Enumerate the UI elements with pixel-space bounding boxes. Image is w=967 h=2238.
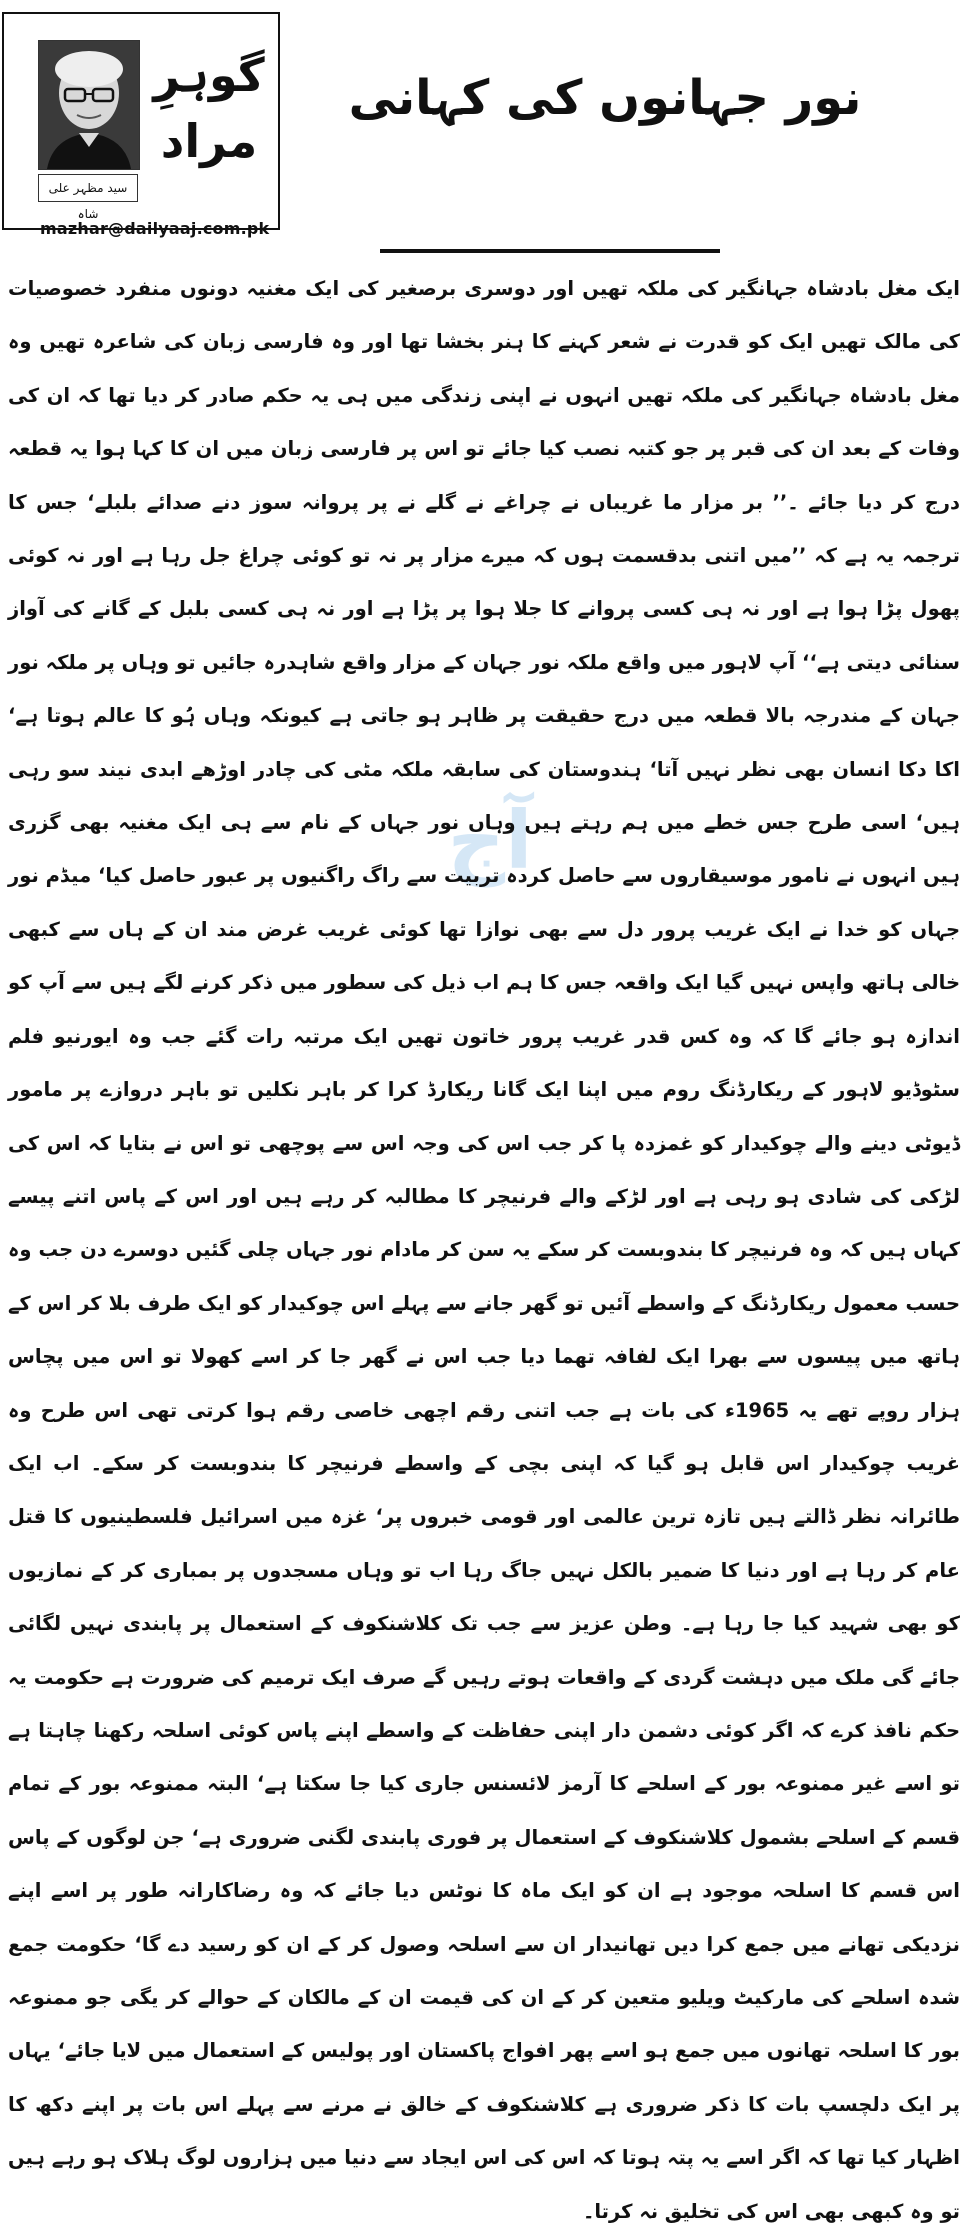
author-portrait-image [39, 41, 139, 169]
headline-divider [380, 249, 720, 253]
author-name: سید مظہر علی شاہ [38, 174, 138, 202]
author-email: mazhar@dailyaaj.com.pk [40, 219, 270, 238]
watermark-glyph: آج [447, 794, 533, 887]
column-header-box [2, 12, 280, 238]
author-photo [38, 40, 140, 170]
article-headline: نور جہانوں کی کہانی [348, 70, 862, 126]
column-name: گوہرِ مراد [153, 48, 265, 168]
article-paragraph: ایک مغل بادشاہ جہانگیر کی ملکہ تھیں اور دوسری برصغیر کی ایک مغنیہ دونوں منفرد خصوصیات کی مالک تھیں ایک کو قدرت نے شعر کہنے کا ہنر بخشا تھا اور وہ فارسی زبان کی شاعرہ تھیں وہ مغل بادشاہ جہانگیر کی ملکہ تھیں انہوں نے اپنی زندگی میں ہی یہ حکم صادر کر دیا تھا کہ ان کی وفات کے بعد ان کی قبر پر جو کتبہ نصب کیا جائے تو اس پر فارسی زبان میں ان کا کہا ہوا یہ قطعہ درج کر دیا جائے ۔’’ بر مزار ما غریباں نے چراغے نے گلے نے پر پروانہ سوز دنے صدائے بلبلے‘ جس کا ترجمہ یہ ہے کہ ’’میں اتنی بدقسمت ہوں کہ میرے مزار پر نہ تو کوئی چراغ جل رہا ہے اور نہ کوئی پھول پڑا ہوا ہے اور نہ ہی کسی پروانے کا جلا ہوا پر پڑا ہے اور نہ ہی کسی بلبل کے گانے کی آواز سنائی دیتی ہے‘‘ آپ لاہور میں واقع ملکہ نور جہان کے مزار واقع شاہدرہ جائیں تو وہاں پر ملکہ نور جہان کے مندرجہ بالا قطعہ میں درج حقیقت پر ظاہر ہو جاتی ہے کیونکہ وہاں ہُو کا عالم ہوتا ہے‘ اکا دکا انسان بھی نظر نہیں آتا‘ ہندوستان کی سابقہ ملکہ مٹی کی چادر اوڑھے ابدی نیند سو رہی ہیں‘ اسی طرح جس خطے میں ہم رہتے ہیں وہاں نور جہاں کے نام سے ہی ایک مغنیہ بھی گزری ہیں انہوں نے نامور موسیقاروں سے حاصل کردہ تربیت سے راگ راگنیوں پر عبور حاصل کیا‘ میڈم نور جہاں کو خدا نے ایک غریب پرور دل سے بھی نوازا تھا کوئی غریب غرض مند ان کے ہاں سے کبھی خالی ہاتھ واپس نہیں گیا ایک واقعہ جس کا ہم اب ذیل کی سطور میں ذکر کرنے لگے ہیں سے آپ کو اندازہ ہو جائے گا کہ وہ کس قدر غریب پرور خاتون تھیں ایک مرتبہ رات گئے جب وہ ایورنیو فلم سٹوڈیو لاہور کے ریکارڈنگ روم میں اپنا ایک گانا ریکارڈ کرا کر باہر نکلیں تو باہر دروازے پر مامور ڈیوٹی دینے والے چوکیدار کو غمزدہ پا کر جب اس کی وجہ اس سے پوچھی تو اس نے بتایا کہ اس کی لڑکی کی شادی ہو رہی ہے اور لڑکے والے فرنیچر کا مطالبہ کر رہے ہیں اور اس کے پاس اتنے پیسے کہاں ہیں کہ وہ فرنیچر کا بندوبست کر سکے یہ سن کر مادام نور جہاں چلی گئیں دوسرے دن جب وہ حسب معمول ریکارڈنگ کے واسطے آئیں تو گھر جانے سے پہلے اس چوکیدار کو ایک طرف بلا کر اس کے ہاتھ میں پیسوں سے بھرا ایک لفافہ تھما دیا جب اس نے گھر جا کر اسے کھولا تو اس میں پچاس ہزار روپے تھے یہ 1965ء کی بات ہے جب اتنی رقم اچھی خاصی رقم ہوا کرتی تھی اس طرح وہ غریب چوکیدار اس قابل ہو گیا کہ اپنی بچی کے واسطے فرنیچر کا بندوبست کر سکے۔ اب ایک طائرانہ نظر ڈالتے ہیں تازہ ترین عالمی اور قومی خبروں پر‘ غزہ میں اسرائیل فلسطینیوں کا قتل عام کر رہا ہے اور دنیا کا ضمیر بالکل نہیں جاگ رہا اب تو وہاں مسجدوں پر بمباری کر کے نمازیوں کو بھی شہید کیا جا رہا ہے۔ وطن عزیز سے جب تک کلاشنکوف کے استعمال پر پابندی نہیں لگائی جائے گی ملک میں دہشت گردی کے واقعات ہوتے رہیں گے صرف ایک ترمیم کی ضرورت ہے حکومت یہ حکم نافذ کرے کہ اگر کوئی دشمن دار اپنی حفاظت کے واسطے اپنے پاس کوئی اسلحہ رکھنا چاہتا ہے تو اسے غیر ممنوعہ بور کے اسلحے کا آرمز لائسنس جاری کیا جا سکتا ہے‘ البتہ ممنوعہ بور کے تمام قسم کے اسلحے بشمول کلاشنکوف کے استعمال پر فوری پابندی لگنی ضروری ہے‘ جن لوگوں کے پاس اس قسم کا اسلحہ موجود ہے ان کو ایک ماہ کا نوٹس دیا جائے کہ وہ رضاکارانہ طور پر اسے اپنے نزدیکی تھانے میں جمع کرا دیں تھانیدار ان سے اسلحہ وصول کر کے ان کو رسید دے گا‘ حکومت جمع شدہ اسلحے کی مارکیٹ ویلیو متعین کر کے ان کی قیمت ان کے مالکان کے حوالے کر یگی جو ممنوعہ بور کا اسلحہ تھانوں میں جمع ہو اسے پھر افواج پاکستان اور پولیس کے استعمال میں لایا جائے‘ یہاں پر ایک دلچسپ بات کا ذکر ضروری ہے کلاشنکوف کے خالق نے مرنے سے پہلے اس بات پر اپنے دکھ کا اظہار کیا تھا کہ اگر اسے یہ پتہ ہوتا کہ اس کی اس ایجاد سے دنیا میں ہزاروں لوگ ہلاک ہو رہے ہیں تو وہ کبھی بھی اس کی تخلیق نہ کرتا۔ [8, 277, 960, 2223]
article-body [8, 262, 960, 2223]
